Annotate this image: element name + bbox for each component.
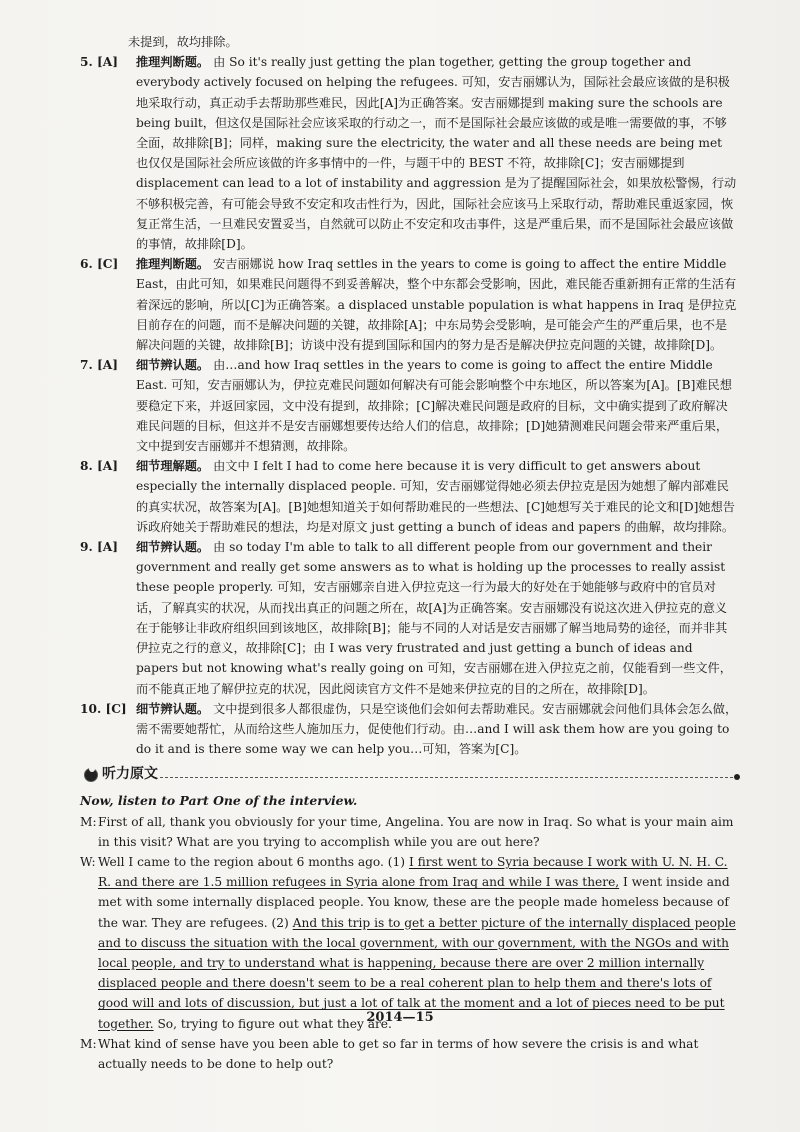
divider-dot	[734, 774, 740, 780]
dialogue-turn-m2	[80, 1034, 738, 1074]
question-number: 10. [C]	[80, 701, 127, 716]
utterance: First of all, thank you obviously for your time, Angelina. You are now in Iraq. So what is your main aim in this visit? What are you trying to accomplish while you are out here?	[98, 814, 734, 849]
question-number: 9. [A]	[80, 540, 118, 555]
question-item-7	[80, 355, 738, 456]
question-item-5	[80, 52, 738, 254]
headphone-icon	[84, 768, 98, 782]
question-item-8	[80, 456, 738, 537]
speaker-label: M:	[80, 1036, 97, 1051]
explanation: 文中提到很多人都很虚伪，只是空谈他们会如何去帮助难民。安吉丽娜就会问他们具体会怎么做，需不需要她帮忙，从而给这些人施加压力，促使他们行动。由…and I will ask them how are you going to do it and is there some way we can help you…可知，答案为[C]。	[136, 701, 738, 757]
dialogue-turn-w1	[80, 852, 738, 1034]
section-title: 听力原文	[102, 766, 158, 783]
question-item-10	[80, 699, 738, 760]
utterance-part: Well I came to the region about 6 months ago. (1)	[98, 854, 409, 869]
utterance-part: So, trying to figure out what they are.	[153, 1016, 392, 1031]
question-number: 6. [C]	[80, 257, 119, 272]
intro-tail: 未提到，故均排除。	[128, 35, 238, 49]
page-number: 2014—15	[366, 1010, 434, 1025]
question-type: 推理判断题。	[136, 55, 210, 70]
question-item-9	[80, 537, 738, 699]
question-type: 细节辨认题。	[136, 701, 210, 716]
underlined-answer-2: And this trip is to get a better picture of the internally displaced people and to discuss the situation with the local government, with our government, with the NGOs and with local people, and try to understand what is happening, because there are over 2 million internally displaced people and there doesn't seem to be a real coherent plan to help them and there's lots of good will and lots of discussion, but just a lot of talk at the moment and a lot of pieces need to be put together.	[98, 915, 736, 1031]
divider	[160, 777, 738, 778]
explanation: 由 so today I'm able to talk to all different people from our government and their government and really get some answers as to what is holding up the processes to really assist these people properly. 可知，安吉丽娜亲自进入伊拉克这一行为最大的好处在于她能够与政府中的官员对话，了解真实的状况，从而找出真正的问题之所在，故[A]为正确答案。安吉丽娜没有说这次进入伊拉克的意义在于能够让非政府组织回到该地区，故排除[B]；能与不同的人对话是安吉丽娜了解当地局势的途径，而并非其伊拉克之行的意义，故排除[C]；由 I was very frustrated and just getting a bunch of ideas and papers but not knowing what's really going on 可知，安吉丽娜在进入伊拉克之前，仅能看到一些文件，而不能真正地了解伊拉克的状况，因此阅读官方文件不是她来伊拉克的目的之所在，故排除[D]。	[136, 540, 732, 696]
question-type: 细节理解题。	[136, 459, 210, 474]
utterance: What kind of sense have you been able to get so far in terms of how severe the crisis is and what actually needs to be done to help out?	[98, 1036, 699, 1071]
speaker-label: W:	[80, 854, 96, 869]
question-number: 8. [A]	[80, 459, 118, 474]
instruction: Now, listen to Part One of the interview.	[80, 793, 358, 809]
speaker-label: M:	[80, 814, 97, 829]
question-number: 7. [A]	[80, 358, 118, 373]
question-type: 细节辨认题。	[136, 358, 210, 373]
explanation: 由…and how Iraq settles in the years to come is going to affect the entire Middle East. 可知，安吉丽娜认为，伊拉克难民问题如何解决有可能会影响整个中东地区，所以答案为[A]。[B]难民想要稳定下来，并返回家园，文中没有提到，故排除；[C]解决难民问题是政府的目标，文中确实提到了政府解决难民问题的目标，但这并不是安吉丽娜想要传达给人们的信息，故排除；[D]她猜测难民问题会带来严重后果，文中提到安吉丽娜并不想猜测，故排除。	[136, 358, 732, 454]
section-header	[80, 763, 738, 787]
utterance-part: I went inside and met with some internally displaced people. You know, these are the people made homeless because of the war. They are refugees. (2)	[98, 875, 730, 930]
content	[80, 32, 738, 1074]
underlined-answer-1: I first went to Syria because I work with U. N. H. C. R. and there are 1.5 million refugees in Syria alone from Iraq and while I was there,	[98, 854, 728, 890]
question-type: 推理判断题。	[136, 257, 210, 272]
question-number: 5. [A]	[80, 55, 118, 70]
dialogue-turn-m1	[80, 812, 738, 852]
question-type: 细节辨认题。	[136, 540, 210, 555]
explanation: 由 So it's really just getting the plan together, getting the group together and everybody actively focused on helping the refugees. 可知，安吉丽娜认为，国际社会最应该做的是积极地采取行动，真正动手去帮助那些难民，因此[A]为正确答案。安吉丽娜提到 making sure the schools are being built，但这仅是国际社会应该采取的行动之一，而不是国际社会最应该做的或是唯一需要做的事，不够全面，故排除[B]；同样，making sure the electricity, the water and all these needs are being met 也仅仅是国际社会所应该做的许多事情中的一件，与题干中的 BEST 不符，故排除[C]；安吉丽娜提到 displacement can lead to a lot of instability and aggression 是为了提醒国际社会，如果放松警惕，行动不够积极完善，有可能会导致不安定和攻击性行为，因此，国际社会应该马上采取行动，帮助难民重返家园，恢复正常生活，一旦难民安置妥当，自然就可以防止不安定和攻击事件，这是严重后果，而不是国际社会最应该做的事情，故排除[D]。	[136, 55, 737, 252]
explanation: 由文中 I felt I had to come here because it is very difficult to get answers about especially the internally displaced people. 可知，安吉丽娜觉得她必须去伊拉克是因为她想了解内部难民的真实状况，故答案为[A]。[B]她想知道关于如何帮助难民的一些想法、[C]她想写关于难民的论文和[D]她想告诉政府她关于帮助难民的想法，均是对原文 just getting a bunch of ideas and papers 的曲解，故均排除。	[136, 459, 735, 534]
question-item-6	[80, 254, 738, 355]
explanation: 安吉丽娜说 how Iraq settles in the years to come is going to affect the entire Middle East，由此可知，如果难民问题得不到妥善解决，整个中东都会受影响，因此，难民能否重新拥有正常的生活有着深远的影响，所以[C]为正确答案。a displaced unstable population is what happens in Iraq 是伊拉克目前存在的问题，而不是解决问题的关键，故排除[A]；中东局势会受影响，是可能会产生的严重后果，也不是解决问题的关键，故排除[B]；访谈中没有提到国际和国内的努力是否是解决伊拉克问题的关键，故排除[D]。	[136, 257, 737, 353]
